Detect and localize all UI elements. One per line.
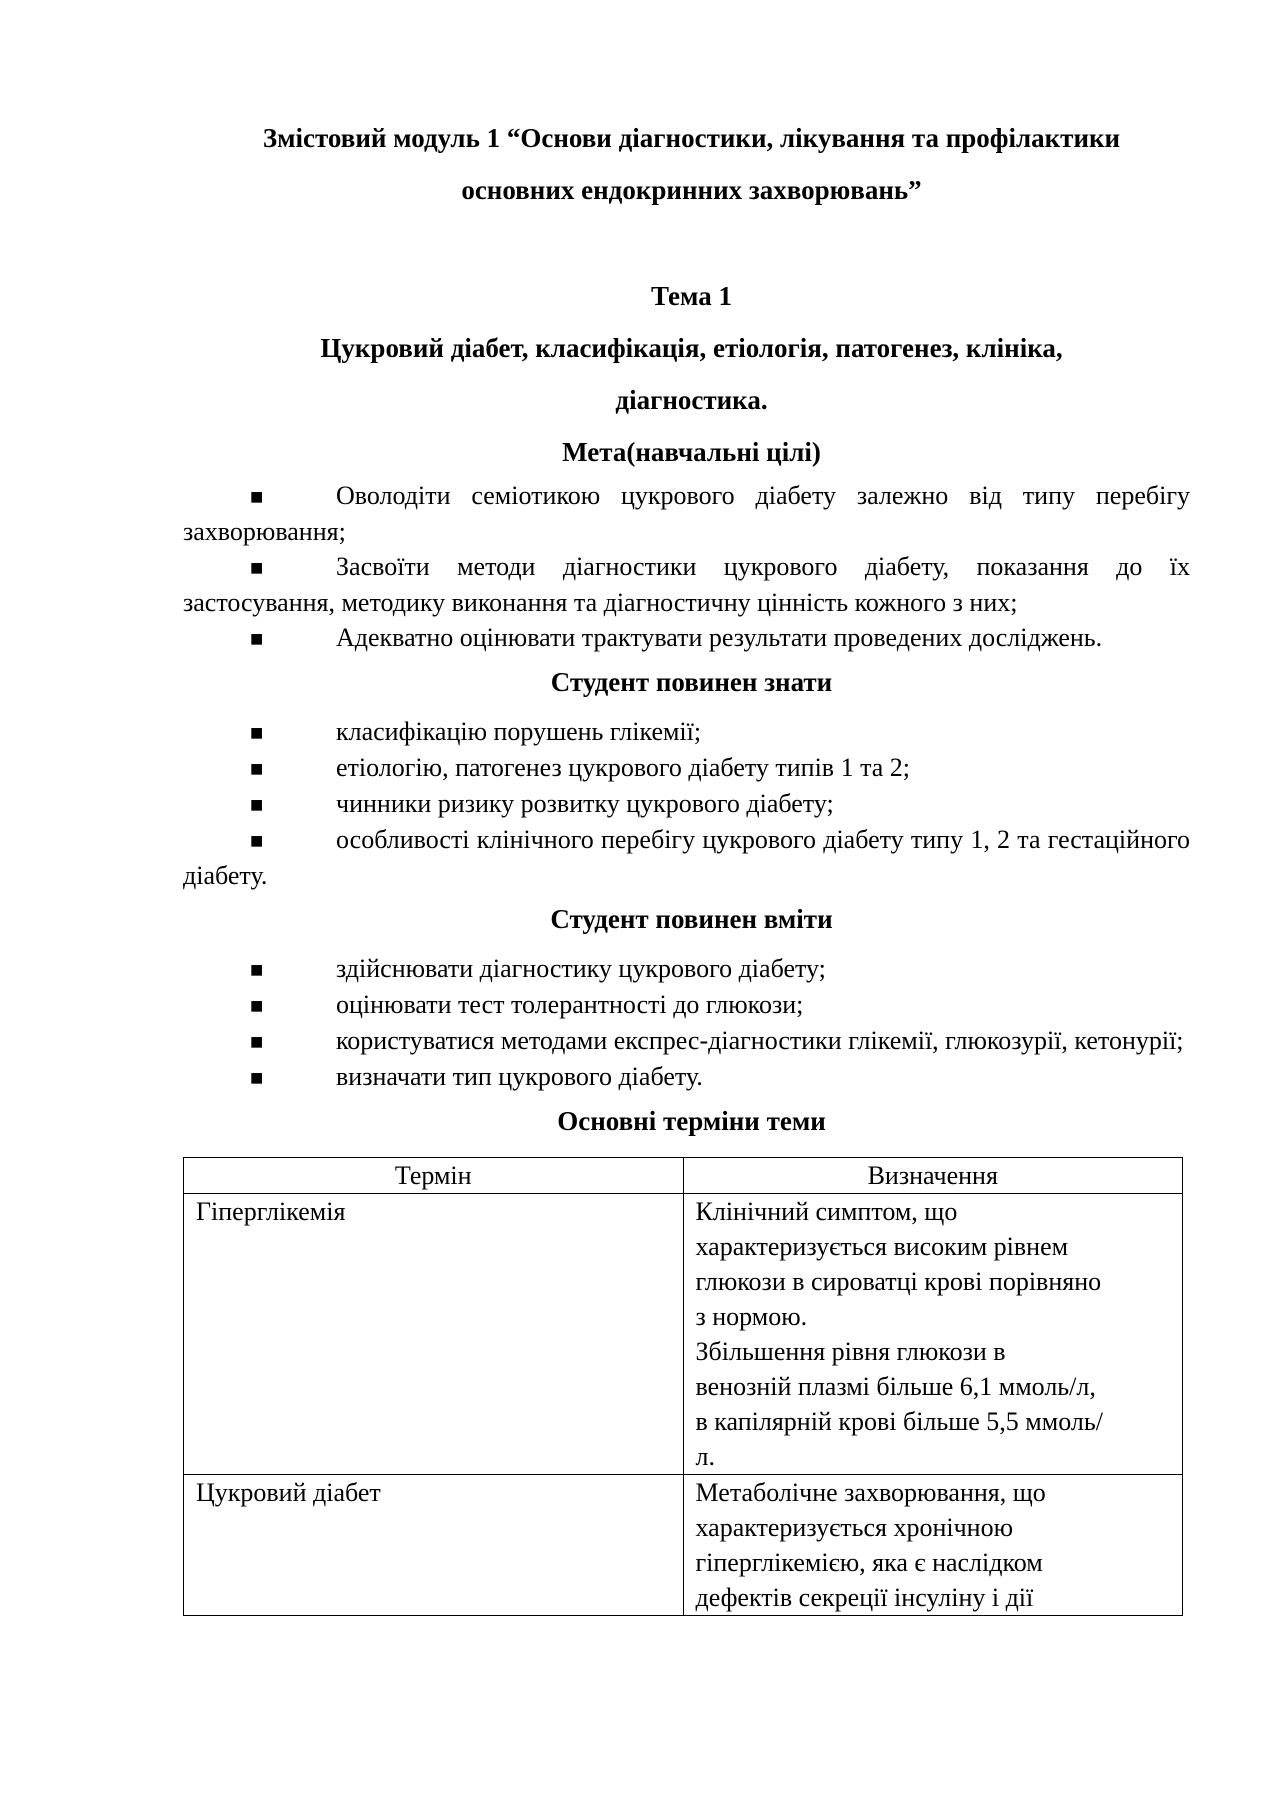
table-row [184, 1475, 1183, 1616]
bullet-square-icon: ■ [250, 792, 264, 817]
list-item-text: етіологію, патогенез цукрового діабету типів 1 та 2; [336, 753, 911, 782]
definition-line: венозній плазмі більше 6,1 ммоль/л, [695, 1372, 1096, 1401]
list-item [183, 987, 1190, 1023]
list-item [183, 1023, 1190, 1059]
module-title [183, 112, 1190, 216]
list-item-text: Оволодіти семіотикою цукрового діабету залежно від типу перебігу захворювання; [183, 481, 1190, 546]
topic-title [183, 322, 1190, 426]
definition-line: характеризується хронічною [695, 1513, 1013, 1542]
list-item [183, 1059, 1190, 1095]
bullet-square-icon: ■ [250, 626, 264, 651]
module-title-line-1: Змістовий модуль 1 “Основи діагностики, лікування та профілактики [262, 123, 1121, 153]
module-title-line-2: основних ендокринних захворювань” [461, 175, 922, 205]
definition-cell [683, 1194, 1183, 1475]
list-item [183, 951, 1190, 987]
goals-heading: Мета(навчальні цілі) [562, 437, 821, 467]
definition-line: з нормою. [695, 1302, 808, 1331]
bullet-square-icon: ■ [250, 484, 264, 509]
bullet-square-icon: ■ [250, 1065, 264, 1090]
bullet-square-icon: ■ [250, 555, 264, 580]
know-heading: Студент повинен знати [550, 667, 833, 697]
definition-line: характеризується високим рівнем [695, 1232, 1069, 1261]
bullet-square-icon: ■ [250, 756, 264, 781]
terms-table [183, 1157, 1183, 1616]
list-item [183, 822, 1190, 893]
goals-list [183, 478, 1190, 656]
bullet-square-icon: ■ [250, 828, 264, 853]
definition-line: дефектів секреції інсуліну і дії [695, 1583, 1034, 1612]
bullet-square-icon: ■ [250, 1029, 264, 1054]
bullet-square-icon: ■ [250, 957, 264, 982]
list-item [183, 620, 1190, 656]
topic-number: Тема 1 [651, 281, 732, 311]
list-item-text: Адекватно оцінювати трактувати результати проведених досліджень. [336, 623, 1103, 652]
list-item-text: здійснювати діагностику цукрового діабету; [336, 954, 826, 983]
list-item [183, 750, 1190, 786]
term-cell: Гіперглікемія [184, 1194, 684, 1475]
list-item-text: особливості клінічного перебігу цукрового діабету типу 1, 2 та гестаційного діабету. [183, 825, 1190, 890]
column-header-definition: Визначення [683, 1158, 1183, 1194]
list-item-text: чинники ризику розвитку цукрового діабету; [336, 789, 834, 818]
list-item-text: Засвоїти методи діагностики цукрового діабету, показання до їх застосування, методику виконання та діагностичну цінність кожного з них; [183, 552, 1190, 617]
list-item-text: користуватися методами експрес-діагностики глікемії, глюкозурії, кетонурії; [336, 1026, 1184, 1055]
topic-title-line-1: Цукровий діабет, класифікація, етіологія, патогенез, клініка, [320, 333, 1063, 363]
definition-line: л. [695, 1442, 715, 1471]
definition-line: Клінічний симптом, що [695, 1197, 958, 1226]
list-item [183, 549, 1190, 620]
skills-heading: Студент повинен вміти [550, 904, 833, 934]
skills-list [183, 951, 1190, 1095]
document-page [183, 112, 1190, 1616]
definition-line: Збільшення рівня глюкози в [695, 1337, 1006, 1366]
topic-title-line-2: діагностика. [615, 385, 768, 415]
list-item [183, 786, 1190, 822]
bullet-square-icon: ■ [250, 720, 264, 745]
definition-line: в капілярній крові більше 5,5 ммоль/ [695, 1407, 1103, 1436]
definition-cell [683, 1475, 1183, 1616]
list-item-text: визначати тип цукрового діабету. [336, 1062, 703, 1091]
list-item-text: оцінювати тест толерантності до глюкози; [336, 990, 804, 1019]
column-header-term: Термін [184, 1158, 684, 1194]
definition-line: гіперглікемією, яка є наслідком [695, 1548, 1043, 1577]
list-item [183, 478, 1190, 549]
table-header-row [184, 1158, 1183, 1194]
definition-line: Метаболічне захворювання, що [695, 1478, 1046, 1507]
list-item [183, 714, 1190, 750]
list-item-text: класифікацію порушень глікемії; [336, 717, 702, 746]
know-list [183, 714, 1190, 893]
term-cell: Цукровий діабет [184, 1475, 684, 1616]
definition-line: глюкози в сироватці крові порівняно [695, 1267, 1102, 1296]
table-row [184, 1194, 1183, 1475]
bullet-square-icon: ■ [250, 993, 264, 1018]
terms-heading: Основні терміни теми [557, 1106, 826, 1136]
